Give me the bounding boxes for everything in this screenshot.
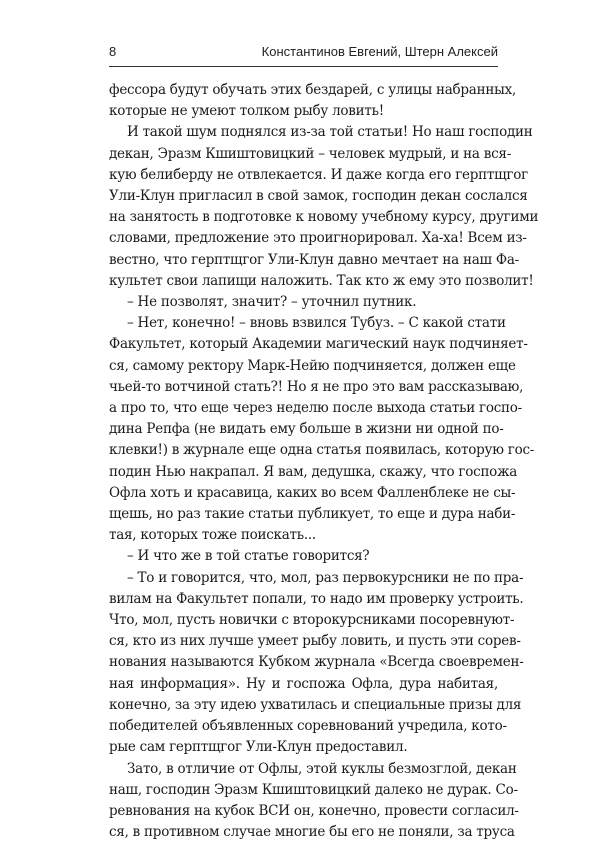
text-line: чьей-то вотчиной стать?! Но я не про это вам рассказываю, xyxy=(109,378,524,395)
text-line: рые сам герптщгог Ули-Клун предоставил. xyxy=(109,739,408,756)
text-line: кую белиберду не отвлекается. И даже когда его герптщгог xyxy=(109,166,528,183)
header-rule xyxy=(109,66,498,67)
running-header-authors: Константинов Евгений, Штерн Алексей xyxy=(261,44,498,59)
text-line: которые не умеют толком рыбу ловить! xyxy=(109,103,384,120)
text-line: – То и говорится, что, мол, раз первокурсники не по пра- xyxy=(127,569,524,586)
text-line: Зато, в отличие от Офлы, этой куклы безмозглой, декан xyxy=(127,760,517,777)
text-line: словами, предложение это проигнорировал. Ха-ха! Всем из- xyxy=(109,230,527,247)
text-line: декан, Эразм Кшиштовицкий – человек мудрый, и на вся- xyxy=(109,145,512,162)
text-line: клевки!) в журнале еще одна статья появилась, которую гос- xyxy=(109,442,535,459)
text-line: тая, которых тоже поискать... xyxy=(109,527,316,544)
text-line: ся, самому ректору Марк-Нейю подчиняется, должен еще xyxy=(109,357,516,374)
text-line: Что, мол, пусть новички с второкурсниками посоревнуют- xyxy=(109,612,515,629)
text-line: Факультет, который Академии магический наук подчиняет- xyxy=(109,336,528,353)
text-line: культет свои лапищи наложить. Так кто ж ему это позволит! xyxy=(109,272,534,289)
text-line: нования называются Кубком журнала «Всегда своевремен- xyxy=(109,654,524,671)
page-number: 8 xyxy=(109,44,117,59)
text-line: победителей объявленных соревнований учредила, кото- xyxy=(109,718,507,735)
text-line: конечно, за эту идею ухватилась и специальные призы для xyxy=(109,696,522,713)
running-header xyxy=(109,44,498,59)
text-line: ся, кто из них лучше умеет рыбу ловить, и пусть эти сорев- xyxy=(109,633,521,650)
text-line: ная информация». Ну и госпожа Офла, дура набитая, xyxy=(109,675,498,692)
text-line: дина Репфа (не видать ему больше в жизни ни одной по- xyxy=(109,421,504,438)
text-line: щешь, но раз такие статьи публикует, то еще и дура наби- xyxy=(109,506,516,523)
text-line: – Нет, конечно! – вновь взвился Тубуз. – С какой стати xyxy=(127,315,506,332)
text-line: – Не позволят, значит? – уточнил путник. xyxy=(127,294,417,311)
text-line: ревнования на кубок ВСИ он, конечно, провести согласил- xyxy=(109,802,519,819)
text-line: ся, в противном случае многие бы его не поняли, за труса xyxy=(109,824,515,841)
text-line: – И что же в той статье говорится? xyxy=(127,548,370,565)
text-line: Ули-Клун пригласил в свой замок, господин декан сослался xyxy=(109,188,528,205)
text-line: подин Нью накрапал. Я вам, дедушка, скажу, что госпожа xyxy=(109,463,518,480)
text-line: а про то, что еще через неделю после выхода статьи госпо- xyxy=(109,400,522,417)
text-line: вилам на Факультет попали, то надо им проверку устроить. xyxy=(109,590,524,607)
text-line: фессора будут обучать этих бездарей, с улицы набранных, xyxy=(109,82,516,98)
body-text xyxy=(109,80,539,843)
text-line: наш, господин Эразм Кшиштовицкий далеко не дурак. Со- xyxy=(109,781,518,798)
text-line: на занятость в подготовке к новому учебному курсу, другими xyxy=(109,209,539,226)
text-line: И такой шум поднялся из-за той статьи! Но наш господин xyxy=(127,124,533,141)
text-line: Офла хоть и красавица, каких во всем Фалленблеке не сы- xyxy=(109,484,516,501)
text-line: вестно, что герптщгог Ули-Клун давно мечтает на наш Фа- xyxy=(109,251,519,268)
